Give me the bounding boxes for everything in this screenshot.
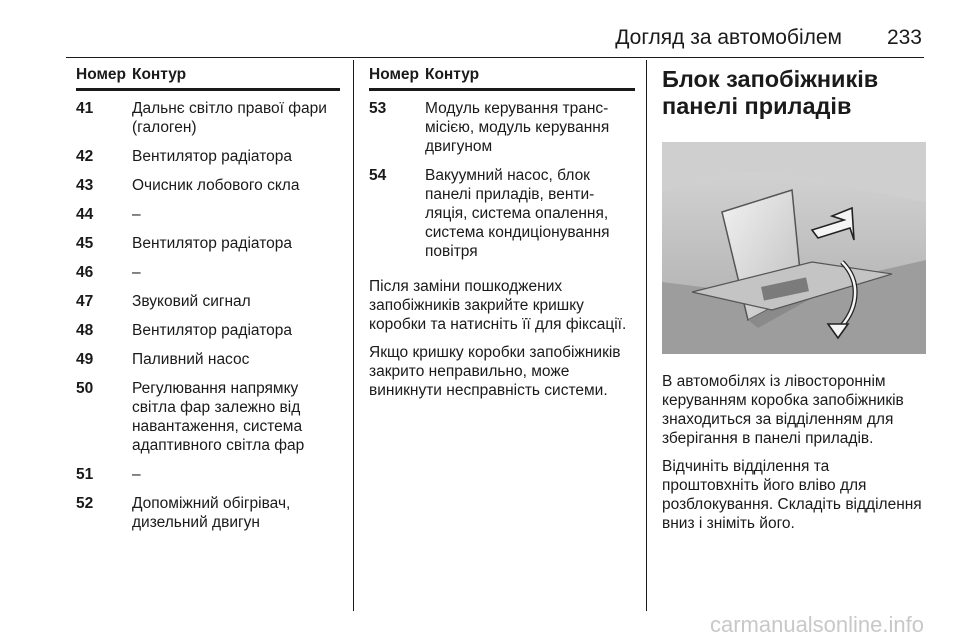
- page-header: [0, 26, 960, 58]
- fuse-circuit: Вентилятор радіатора: [132, 148, 292, 165]
- header-number: Номер: [76, 66, 127, 83]
- table-row: [76, 263, 340, 282]
- right-column: [662, 66, 926, 542]
- fuse-number: 50: [76, 380, 94, 397]
- fuse-box-drawing: [662, 142, 926, 354]
- table-row: [76, 465, 340, 484]
- header-title: Догляд за автомобілем: [615, 26, 842, 49]
- table-row: [76, 350, 340, 369]
- table-header-rule: [369, 88, 635, 91]
- fuse-circuit: Дальнє світло правої фари (галоген): [132, 100, 327, 136]
- fuse-number: 46: [76, 264, 94, 281]
- paragraph: Якщо кришку коробки запобіжників закрито неправильно, може виникнути несправність системи.: [369, 344, 621, 399]
- fuse-number: 48: [76, 322, 94, 339]
- column-divider-1: [353, 60, 354, 611]
- table-row: [76, 234, 340, 253]
- table-row: [76, 99, 340, 137]
- table-header-rule: [76, 88, 340, 91]
- fuse-number: 45: [76, 235, 94, 252]
- table-row: [76, 147, 340, 166]
- fuse-circuit: Вакуумний насос, блок панелі приладів, венти-ляція, система опалення, система кондиціонування повітря: [425, 167, 610, 260]
- header-circuit: Контур: [132, 66, 187, 83]
- table-row: [76, 205, 340, 224]
- table-row: [76, 321, 340, 340]
- fuse-number: 41: [76, 100, 94, 117]
- table-row: [369, 166, 635, 261]
- fuse-circuit: Вентилятор радіатора: [132, 235, 292, 252]
- fuse-circuit: Регулювання напрямку світла фар залежно від навантаження, система адаптивного світла фар: [132, 380, 305, 454]
- paragraph: Після заміни пошкоджених запобіжників закрийте кришку коробки та натисніть її для фіксації.: [369, 278, 627, 333]
- fuse-number: 42: [76, 148, 94, 165]
- page-number: 233: [886, 26, 922, 49]
- fuse-circuit: Очисник лобового скла: [132, 177, 300, 194]
- fuse-circuit: –: [132, 206, 141, 223]
- fuse-circuit: Паливний насос: [132, 351, 250, 368]
- fuse-table-left: [76, 66, 340, 542]
- paragraph: Відчиніть відділення та проштовхніть його вліво для розблокування. Складіть відділення вниз і зніміть його.: [662, 458, 922, 532]
- table-header: [76, 66, 340, 88]
- fuse-number: 53: [369, 100, 387, 117]
- watermark: carmanualsonline.info: [709, 612, 924, 637]
- fuse-number: 51: [76, 466, 94, 483]
- fuse-circuit: Звуковий сигнал: [132, 293, 251, 310]
- table-row: [76, 379, 340, 455]
- section-title: Блок запобіжників панелі приладів: [662, 66, 879, 119]
- fuse-number: 52: [76, 495, 94, 512]
- fuse-table-middle: [369, 66, 635, 409]
- header-number: Номер: [369, 66, 420, 83]
- fuse-box-illustration: [662, 142, 926, 354]
- column-divider-2: [646, 60, 647, 611]
- fuse-circuit: –: [132, 466, 141, 483]
- table-row: [76, 176, 340, 195]
- header-circuit: Контур: [425, 66, 480, 83]
- table-row: [76, 292, 340, 311]
- table-row: [76, 494, 340, 532]
- fuse-number: 54: [369, 167, 387, 184]
- paragraph: В автомобілях із лівостороннім керуванням коробка запобіжників знаходиться за відділенням для зберігання в панелі приладів.: [662, 373, 904, 447]
- table-header: [369, 66, 635, 88]
- fuse-circuit: –: [132, 264, 141, 281]
- header-rule: [66, 57, 924, 58]
- fuse-number: 44: [76, 206, 94, 223]
- table-row: [369, 99, 635, 156]
- fuse-number: 43: [76, 177, 94, 194]
- fuse-circuit: Допоміжний обігрівач, дизельний двигун: [132, 495, 291, 531]
- fuse-circuit: Вентилятор радіатора: [132, 322, 292, 339]
- fuse-number: 47: [76, 293, 94, 310]
- fuse-circuit: Модуль керування транс-місією, модуль керування двигуном: [425, 100, 610, 155]
- fuse-number: 49: [76, 351, 94, 368]
